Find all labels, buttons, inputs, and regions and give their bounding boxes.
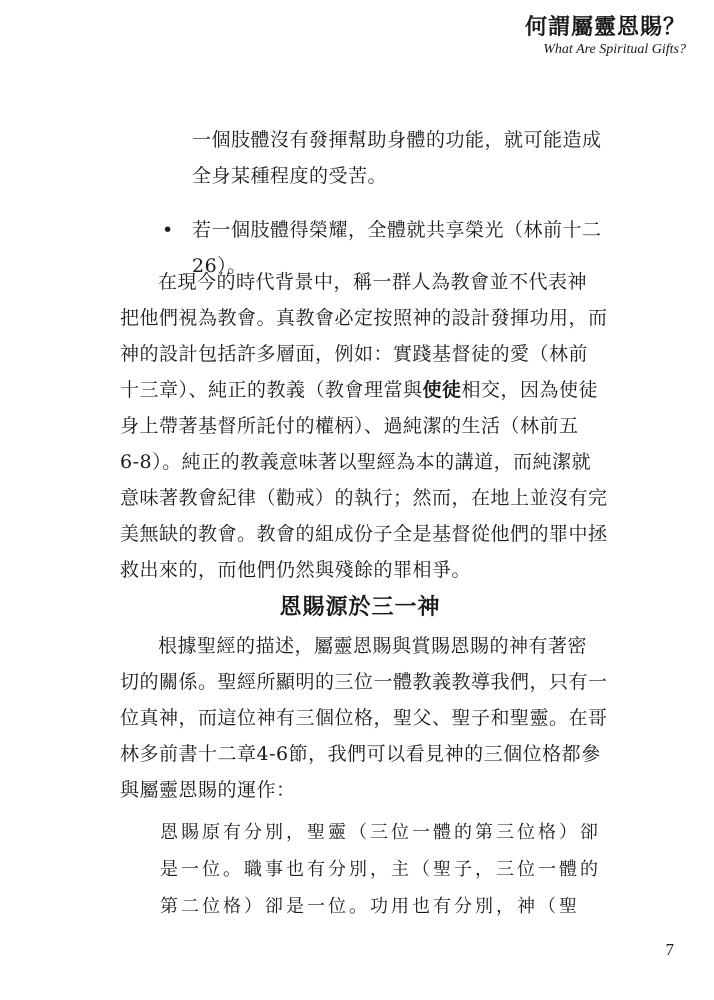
list-item-line: 26）。	[192, 255, 247, 277]
paragraph-line: 神的設計包括許多層面，例如：實踐基督徒的愛（林前	[120, 343, 589, 365]
quote-line: 恩賜原有分別，聖靈（三位一體的第三位格）卻	[160, 822, 601, 843]
list-item-line: 一個肢體沒有發揮幫助身體的功能，就可能造成	[192, 129, 602, 151]
paragraph-line: 美無缺的教會。教會的組成份子全是基督從他們的罪中拯	[120, 523, 608, 545]
list-item-line: 若一個肢體得榮耀，全體就共享榮光（林前十二	[192, 219, 602, 241]
chapter-title-chinese: 何謂屬靈恩賜？	[524, 15, 686, 40]
paragraph-line: 6-8）。純正的教義意味著以聖經為本的講道，而純潔就	[120, 451, 592, 473]
paragraph-line: 林多前書十二章4-6節，我們可以看見神的三個位格都參	[120, 743, 601, 765]
paragraph-line: 身上帶著基督所託付的權柄）、過純潔的生活（林前五	[120, 415, 579, 437]
paragraph-line: 根據聖經的描述，屬靈恩賜與賞賜恩賜的神有著密	[158, 635, 588, 657]
chapter-title-english: What Are Spiritual Gifts?	[543, 42, 686, 57]
paragraph-line: 把他們視為教會。真教會必定按照神的設計發揮功用，而	[120, 307, 608, 329]
list-item	[192, 122, 600, 194]
section-heading: 恩賜源於三一神	[279, 595, 441, 620]
paragraph-text: 十三章）、純正的教義（教會理當與	[120, 379, 423, 401]
paragraph-trinity	[120, 628, 608, 808]
paragraph-line: 與屬靈恩賜的運作：	[120, 779, 296, 801]
emphasized-word: 使徒	[422, 379, 462, 401]
page-number: 7	[665, 940, 674, 959]
bullet-list	[162, 122, 602, 284]
quote-line: 第二位格）卻是一位。功用也有分別，神（聖	[160, 896, 580, 917]
list-item-line: 全身某種程度的受苦。	[192, 165, 388, 187]
paragraph-line: 位真神，而這位神有三個位格，聖父、聖子和聖靈。在哥	[120, 707, 608, 729]
paragraph-line: 救出來的，而他們仍然與殘餘的罪相爭。	[120, 559, 472, 581]
bullet-icon: •	[162, 219, 174, 241]
paragraph-line: 切的關係。聖經所顯明的三位一體教義教導我們，只有一	[120, 671, 608, 693]
paragraph-line	[120, 372, 600, 408]
paragraph-line: 在現今的時代背景中，稱一群人為教會並不代表神	[158, 271, 588, 293]
paragraph-church	[120, 264, 608, 588]
paragraph-line: 意味著教會紀律（勸戒）的執行；然而，在地上並沒有完	[120, 487, 608, 509]
running-header	[426, 14, 686, 58]
paragraph-text: 相交，因為使徒	[461, 379, 599, 401]
scripture-quote	[160, 814, 600, 925]
quote-line: 是一位。職事也有分別，主（聖子，三位一體的	[160, 859, 601, 880]
